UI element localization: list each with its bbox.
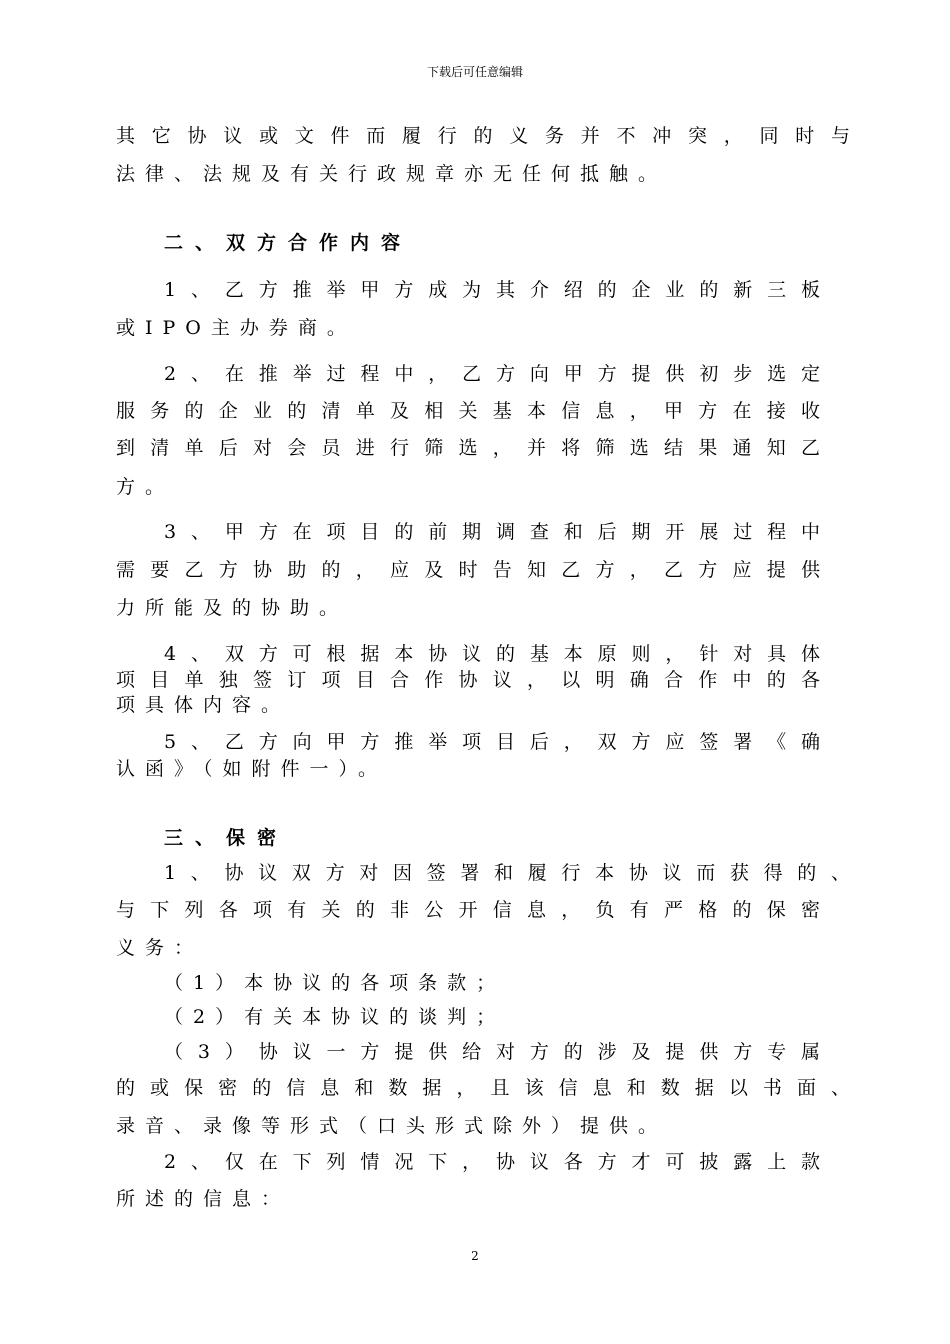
page-header: 下载后可任意编辑: [426, 65, 523, 79]
page-number: 2: [471, 1249, 479, 1263]
body-line: 其它协议或文件而履行的义务并不冲突，同时与: [116, 125, 850, 147]
body-line: 1、协议双方对因签署和履行本协议而获得的、: [164, 862, 850, 884]
list-item: （3）协议一方提供给对方的涉及提供方专属: [164, 1041, 820, 1063]
body-line: 方。: [116, 476, 175, 498]
body-line: 1、乙方推举甲方成为其介绍的企业的新三板: [164, 279, 820, 301]
body-line: 与下列各项有关的非公开信息，负有严格的保密: [116, 899, 820, 921]
body-line: 3、甲方在项目的前期调查和后期开展过程中: [164, 521, 820, 543]
body-line: 法律、法规及有关行政规章亦无任何抵触。: [116, 163, 668, 185]
body-line: 的或保密的信息和数据，且该信息和数据以书面、: [116, 1077, 850, 1099]
list-item: （1）本协议的各项条款；: [164, 972, 506, 994]
section-heading: 二、双方合作内容: [164, 232, 413, 254]
body-line: 2、在推举过程中，乙方向甲方提供初步选定: [164, 363, 820, 385]
body-line: 5、乙方向甲方推举项目后，双方应签署《确: [164, 731, 820, 753]
body-line: 所述的信息：: [116, 1188, 291, 1210]
body-line: 或IPO主办券商。: [116, 317, 356, 339]
body-line: 服务的企业的清单及相关基本信息，甲方在接收: [116, 400, 820, 422]
body-line: 项目单独签订项目合作协议，以明确合作中的各: [116, 669, 820, 691]
body-line: 4、双方可根据本协议的基本原则，针对具体: [164, 643, 820, 665]
body-line: 义务：: [116, 937, 204, 959]
body-line: 2、仅在下列情况下，协议各方才可披露上款: [164, 1151, 820, 1173]
section-heading: 三、保密: [164, 827, 289, 849]
body-line: 到清单后对会员进行筛选，并将筛选结果通知乙: [116, 437, 820, 459]
list-item: （2）有关本协议的谈判；: [164, 1006, 506, 1028]
body-line: 项具体内容。: [116, 694, 291, 716]
body-line: 认函》（如附件一）。: [116, 758, 388, 780]
body-line: 需要乙方协助的，应及时告知乙方，乙方应提供: [116, 559, 820, 581]
body-line: 录音、录像等形式（口头形式除外）提供。: [116, 1115, 668, 1137]
body-line: 力所能及的协助。: [116, 597, 349, 619]
